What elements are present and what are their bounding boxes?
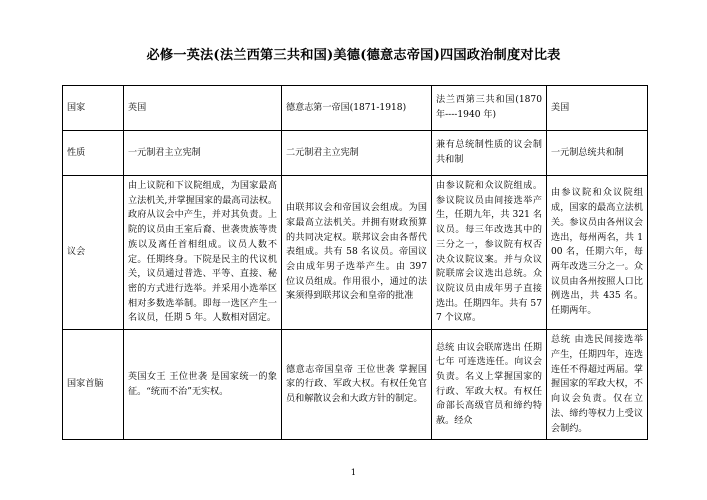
table-header-row <box>63 86 648 131</box>
cell-nature-france: 兼有总统制性质的议会制共和制 <box>432 131 547 176</box>
cell-parliament-germany: 由联邦议会和帝国议会组成。为国家最高立法机关。并拥有财政预算的共同决定权。联邦议会由各帮代表组成。共有 58 名议员。帝国议会由成年男子选举产生。由 397 位议员组成。作用很小，通过的法案须得到联邦议会和皇帝的批准 <box>282 176 432 330</box>
column-header-france: 法兰西第三共和国(1870 年----1940 年) <box>432 86 547 131</box>
column-header-uk: 英国 <box>124 86 282 131</box>
column-header-usa: 美国 <box>547 86 648 131</box>
cell-head-of-state-france: 总统 由议会联席选出 任期七年 可连选连任。向议会负责。名义上掌握国家的行政、军政大权。有权任命部长高级官员和缔约特赦。经众 <box>432 330 547 440</box>
cell-head-of-state-usa: 总统 由选民间接选举产生，任期四年，连选连任不得超过两届。掌握国家的军政大权，不向议会负责。仅在立法、缔约等权力上受议会制约。 <box>547 330 648 440</box>
table-row <box>63 330 648 440</box>
cell-nature-usa: 一元制总统共和制 <box>547 131 648 176</box>
table-row <box>63 131 648 176</box>
cell-parliament-usa: 由参议院和众议院组成，国家的最高立法机关。参议员由各州议会选出，每州两名，共 100 名，任期六年，每两年改选三分之一。众议员由各州按照人口比例选出，共 435 名。任期两年。 <box>547 176 648 330</box>
column-header-country: 国家 <box>63 86 124 131</box>
page-number: 1 <box>350 468 357 478</box>
table-row <box>63 176 648 330</box>
row-label-parliament: 议会 <box>63 176 124 330</box>
cell-nature-germany: 二元制君主立宪制 <box>282 131 432 176</box>
row-label-head-of-state: 国家首脑 <box>63 330 124 440</box>
cell-head-of-state-germany: 德意志帝国皇帝 王位世袭 掌握国家的行政、军政大权。有权任免官员和解散议会和大政方针的制定。 <box>282 330 432 440</box>
page-title: 必修一英法(法兰西第三共和国)美德(德意志帝国)四国政治制度对比表 <box>146 48 561 63</box>
cell-parliament-uk: 由上议院和下议院组成，为国家最高立法机关,并掌握国家的最高司法权。政府从议会中产生，并对其负责。上院的议员由王室后裔、世袭贵族等贵族以及离任首相组成。议员人数不定。任期终身。下院是民主的代议机关，议员通过普选、平等、直接、秘密的方式进行选举。并采用小选举区相对多数选举制。即每一选区产生一名议员，任期 5 年。人数相对固定。 <box>124 176 282 330</box>
comparison-table <box>62 85 648 440</box>
comparison-table-container <box>62 85 647 440</box>
cell-nature-uk: 一元制君主立宪制 <box>124 131 282 176</box>
cell-head-of-state-uk: 英国女王 王位世袭 是国家统一的象征。“统而不治”无实权。 <box>124 330 282 440</box>
row-label-nature: 性质 <box>63 131 124 176</box>
cell-parliament-france: 由参议院和众议院组成。参议院议员由间接选举产生，任期九年，共 321 名议员。每三年改选其中的三分之一，参议院有权否决众议院议案。并与众议院联席会议选出总统。众议院议员由成年男子直接选出。任期四年。共有 577 个议席。 <box>432 176 547 330</box>
column-header-germany: 德意志第一帝国(1871-1918) <box>282 86 432 131</box>
